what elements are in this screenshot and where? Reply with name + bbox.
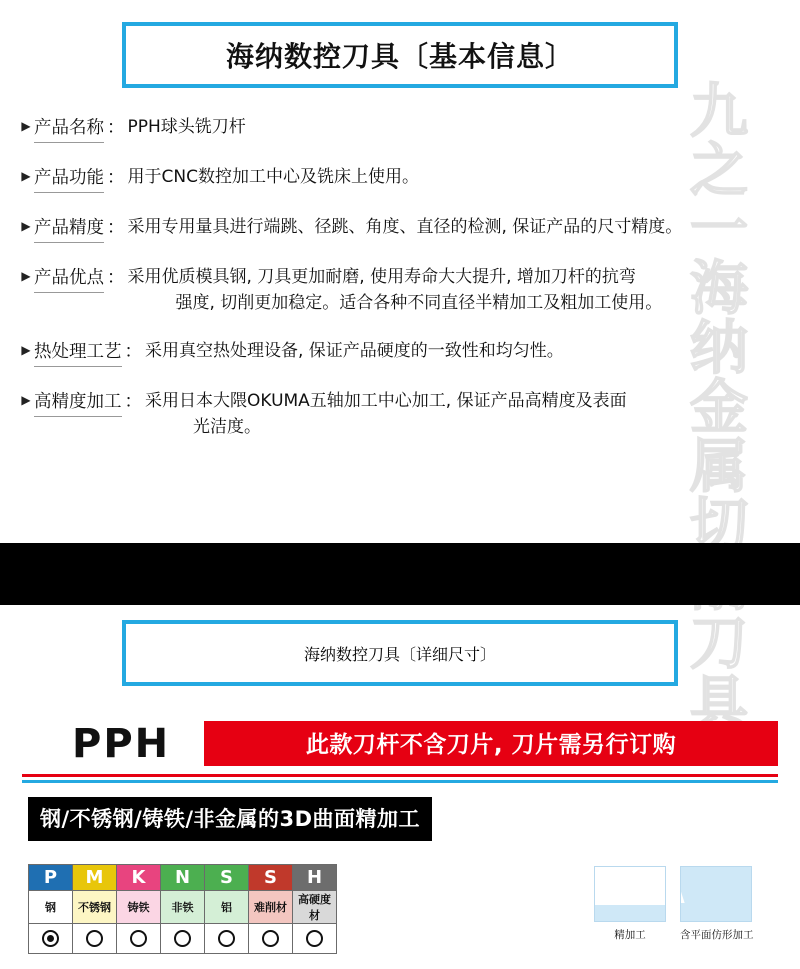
double-circle-icon bbox=[42, 930, 59, 947]
list-item bbox=[18, 164, 776, 193]
page-title: 海纳数控刀具〔基本信息〕 bbox=[225, 40, 574, 73]
list-item bbox=[18, 264, 776, 317]
list-item bbox=[18, 388, 776, 441]
finishing-surface-icon bbox=[594, 866, 666, 922]
section-divider-band bbox=[0, 543, 800, 605]
watermark-char: 属 bbox=[689, 431, 748, 500]
divider-blue bbox=[22, 780, 778, 783]
spec-colon: ： bbox=[124, 341, 142, 362]
material-name-cell: 铸铁 bbox=[117, 891, 161, 924]
triangle-right-icon: ▶ bbox=[21, 269, 31, 283]
spec-value-line: 强度, 切削更加稳定。适合各种不同直径半精加工及粗加工使用。 bbox=[175, 293, 663, 314]
material-letter-cell: M bbox=[73, 865, 117, 891]
spec-value-line: 用于CNC数控加工中心及铣床上使用。 bbox=[127, 167, 419, 187]
watermark-char: 切 bbox=[689, 491, 748, 560]
divider-red bbox=[22, 774, 778, 777]
product-code-block bbox=[0, 721, 800, 841]
watermark-char: 纳 bbox=[689, 313, 748, 382]
circle-icon bbox=[306, 930, 323, 947]
table-row-marks bbox=[29, 924, 337, 954]
flat-profile-icon bbox=[680, 866, 752, 922]
circle-icon bbox=[262, 930, 279, 947]
triangle-right-icon: ▶ bbox=[21, 119, 31, 133]
material-letter-cell: H bbox=[293, 865, 337, 891]
material-table bbox=[28, 864, 337, 954]
triangle-right-icon: ▶ bbox=[21, 219, 31, 233]
spec-label: 产品精度 bbox=[34, 214, 104, 243]
spec-value-line: 光洁度。 bbox=[193, 417, 261, 438]
product-code-row bbox=[14, 721, 786, 766]
suitability-cell bbox=[29, 924, 73, 954]
spec-value bbox=[145, 388, 627, 441]
material-letter-cell: P bbox=[29, 865, 73, 891]
section-title: 海纳数控刀具〔详细尺寸〕 bbox=[303, 646, 496, 664]
triangle-right-icon: ▶ bbox=[21, 169, 31, 183]
spec-colon: ： bbox=[107, 118, 125, 138]
watermark-char: 一 bbox=[689, 195, 748, 264]
spec-value bbox=[128, 114, 246, 140]
list-item bbox=[18, 338, 776, 367]
material-name-cell: 非铁 bbox=[161, 891, 205, 924]
watermark-char: 刀 bbox=[689, 609, 748, 678]
spec-colon: ： bbox=[107, 218, 125, 238]
circle-icon bbox=[174, 930, 191, 947]
suitability-cell bbox=[73, 924, 117, 954]
material-letter-cell: N bbox=[161, 865, 205, 891]
spec-value-line: 采用专用量具进行端跳、径跳、角度、直径的检测, 保证产品的尺寸精度。 bbox=[127, 217, 683, 237]
circle-icon bbox=[218, 930, 235, 947]
process-icon-caption: 含平面仿形加工 bbox=[680, 929, 754, 941]
list-item bbox=[18, 214, 776, 243]
material-letter-cell: K bbox=[117, 865, 161, 891]
triangle-right-icon: ▶ bbox=[21, 342, 31, 357]
table-row-letters bbox=[29, 865, 337, 891]
spec-value-line: PPH球头铣刀杆 bbox=[127, 117, 246, 137]
material-name-cell: 钢 bbox=[29, 891, 73, 924]
material-name-cell: 高硬度材 bbox=[293, 891, 337, 924]
suitability-cell bbox=[161, 924, 205, 954]
watermark-char: 金 bbox=[689, 372, 748, 441]
product-code: PPH bbox=[72, 720, 171, 767]
spec-value bbox=[128, 264, 663, 317]
spec-value-line: 采用真空热处理设备, 保证产品硬度的一致性和均匀性。 bbox=[145, 340, 564, 361]
circle-icon bbox=[130, 930, 147, 947]
suitability-cell bbox=[249, 924, 293, 954]
bottom-row bbox=[0, 864, 800, 954]
basic-info-section bbox=[0, 22, 800, 440]
spec-value bbox=[128, 164, 419, 190]
watermark-char: 具 bbox=[689, 668, 748, 737]
suitability-cell bbox=[205, 924, 249, 954]
material-letter-cell: S bbox=[249, 865, 293, 891]
process-icon-item bbox=[594, 866, 666, 942]
spec-list bbox=[0, 114, 800, 440]
triangle-right-icon: ▶ bbox=[21, 392, 31, 407]
spec-colon: ： bbox=[124, 391, 142, 412]
spec-colon: ： bbox=[107, 268, 125, 288]
spec-label: 热处理工艺 bbox=[34, 338, 122, 367]
watermark-char: 海 bbox=[689, 254, 748, 323]
spec-value-line: 采用优质模具钢, 刀具更加耐磨, 使用寿命大大提升, 增加刀杆的抗弯 bbox=[127, 267, 636, 287]
material-name-cell: 不锈钢 bbox=[73, 891, 117, 924]
spec-label: 高精度加工 bbox=[34, 388, 122, 417]
detail-size-title-bar bbox=[122, 620, 678, 686]
suitability-cell bbox=[293, 924, 337, 954]
material-name-cell: 铝 bbox=[205, 891, 249, 924]
table-row-names bbox=[29, 891, 337, 924]
spec-label: 产品优点 bbox=[34, 264, 104, 293]
process-icon-item bbox=[680, 866, 752, 942]
basic-info-title-bar bbox=[122, 22, 678, 88]
spec-value bbox=[145, 338, 564, 364]
notice-banner: 此款刀杆不含刀片, 刀片需另行订购 bbox=[204, 721, 778, 766]
spec-label: 产品功能 bbox=[34, 164, 104, 193]
watermark-char: 之 bbox=[689, 136, 748, 205]
application-banner: 钢/不锈钢/铸铁/非金属的3D曲面精加工 bbox=[28, 797, 432, 841]
spec-value-line: 采用日本大隈OKUMA五轴加工中心加工, 保证产品高精度及表面 bbox=[145, 390, 627, 411]
spec-value bbox=[128, 214, 683, 240]
process-icon-group bbox=[594, 866, 752, 942]
material-letter-cell: S bbox=[205, 865, 249, 891]
list-item bbox=[18, 114, 776, 143]
spec-colon: ： bbox=[107, 168, 125, 188]
watermark-char: 九 bbox=[689, 77, 748, 145]
process-icon-caption: 精加工 bbox=[614, 929, 646, 941]
material-name-cell: 难削材 bbox=[249, 891, 293, 924]
detail-size-section bbox=[0, 605, 800, 954]
spec-label: 产品名称 bbox=[34, 114, 104, 143]
circle-icon bbox=[86, 930, 103, 947]
suitability-cell bbox=[117, 924, 161, 954]
